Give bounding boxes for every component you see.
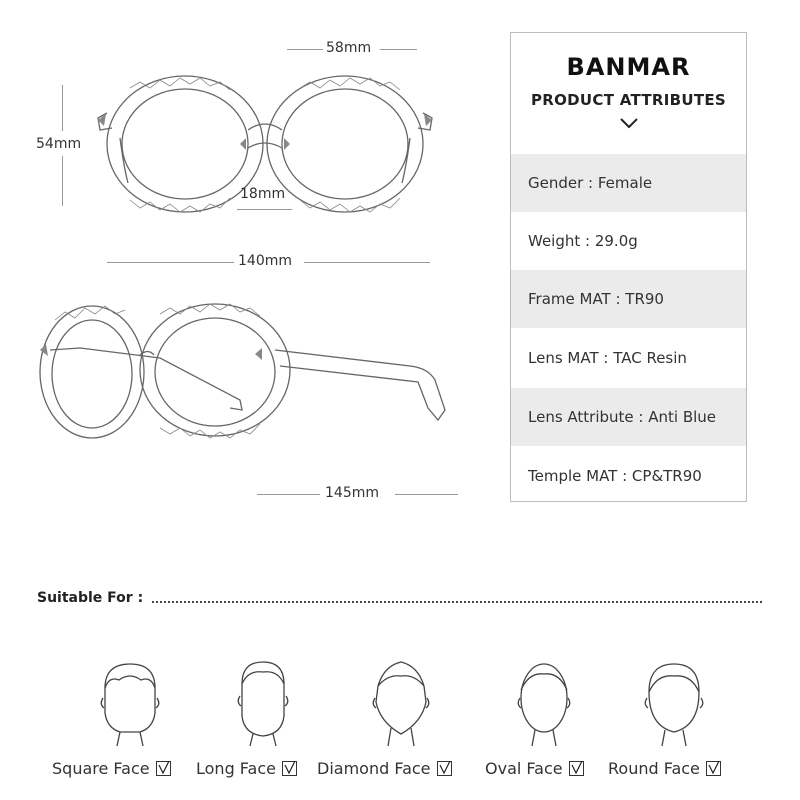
lens-width-line-left [287,49,323,50]
diamond-face-checkbox [437,761,452,776]
bridge-line [237,209,292,210]
long-face-checkbox [282,761,297,776]
round-face-label: Round Face [608,759,700,778]
temple-length-line-right [395,494,458,495]
lens-width-label: 58mm [326,40,372,56]
long-face-label: Long Face [196,759,276,778]
suitable-for-label: Suitable For : [37,590,144,606]
round-face-option [608,759,721,778]
square-face-option [52,759,171,778]
square-face-label: Square Face [52,759,150,778]
attr-gender: Gender : Female [511,154,746,212]
brand-logo: BANMAR [566,53,691,81]
temple-length-line-left [257,494,320,495]
lens-height-label: 54mm [36,136,82,152]
dotted-divider [152,601,762,603]
oval-face-icon [509,658,579,748]
frame-width-label: 140mm [238,253,292,269]
attr-frame-material: Frame MAT : TR90 [511,270,746,328]
lens-width-line-right [380,49,417,50]
frame-width-line-left [107,262,234,263]
attr-weight: Weight : 29.0g [528,232,638,250]
square-face-icon [95,658,165,748]
round-face-icon [639,658,709,748]
product-attributes-panel [510,32,747,502]
diamond-face-icon [366,658,436,748]
square-face-checkbox [156,761,171,776]
lens-height-line-bottom [62,156,63,206]
oval-face-label: Oval Face [485,759,563,778]
attr-lens-attribute: Lens Attribute : Anti Blue [511,388,746,446]
panel-title: PRODUCT ATTRIBUTES [530,91,727,109]
diamond-face-label: Diamond Face [317,759,431,778]
attr-temple-material: Temple MAT : CP&TR90 [528,467,702,485]
round-face-checkbox [706,761,721,776]
long-face-option [196,759,297,778]
frame-width-line-right [304,262,430,263]
attr-lens-material: Lens MAT : TAC Resin [528,349,687,367]
glasses-side-illustration [30,300,460,450]
oval-face-option [485,759,584,778]
long-face-icon [228,658,298,748]
oval-face-checkbox [569,761,584,776]
diamond-face-option [317,759,452,778]
chevron-down-icon [620,117,638,129]
lens-height-line-top [62,85,63,131]
bridge-label: 18mm [240,186,286,202]
temple-length-label: 145mm [325,485,379,501]
